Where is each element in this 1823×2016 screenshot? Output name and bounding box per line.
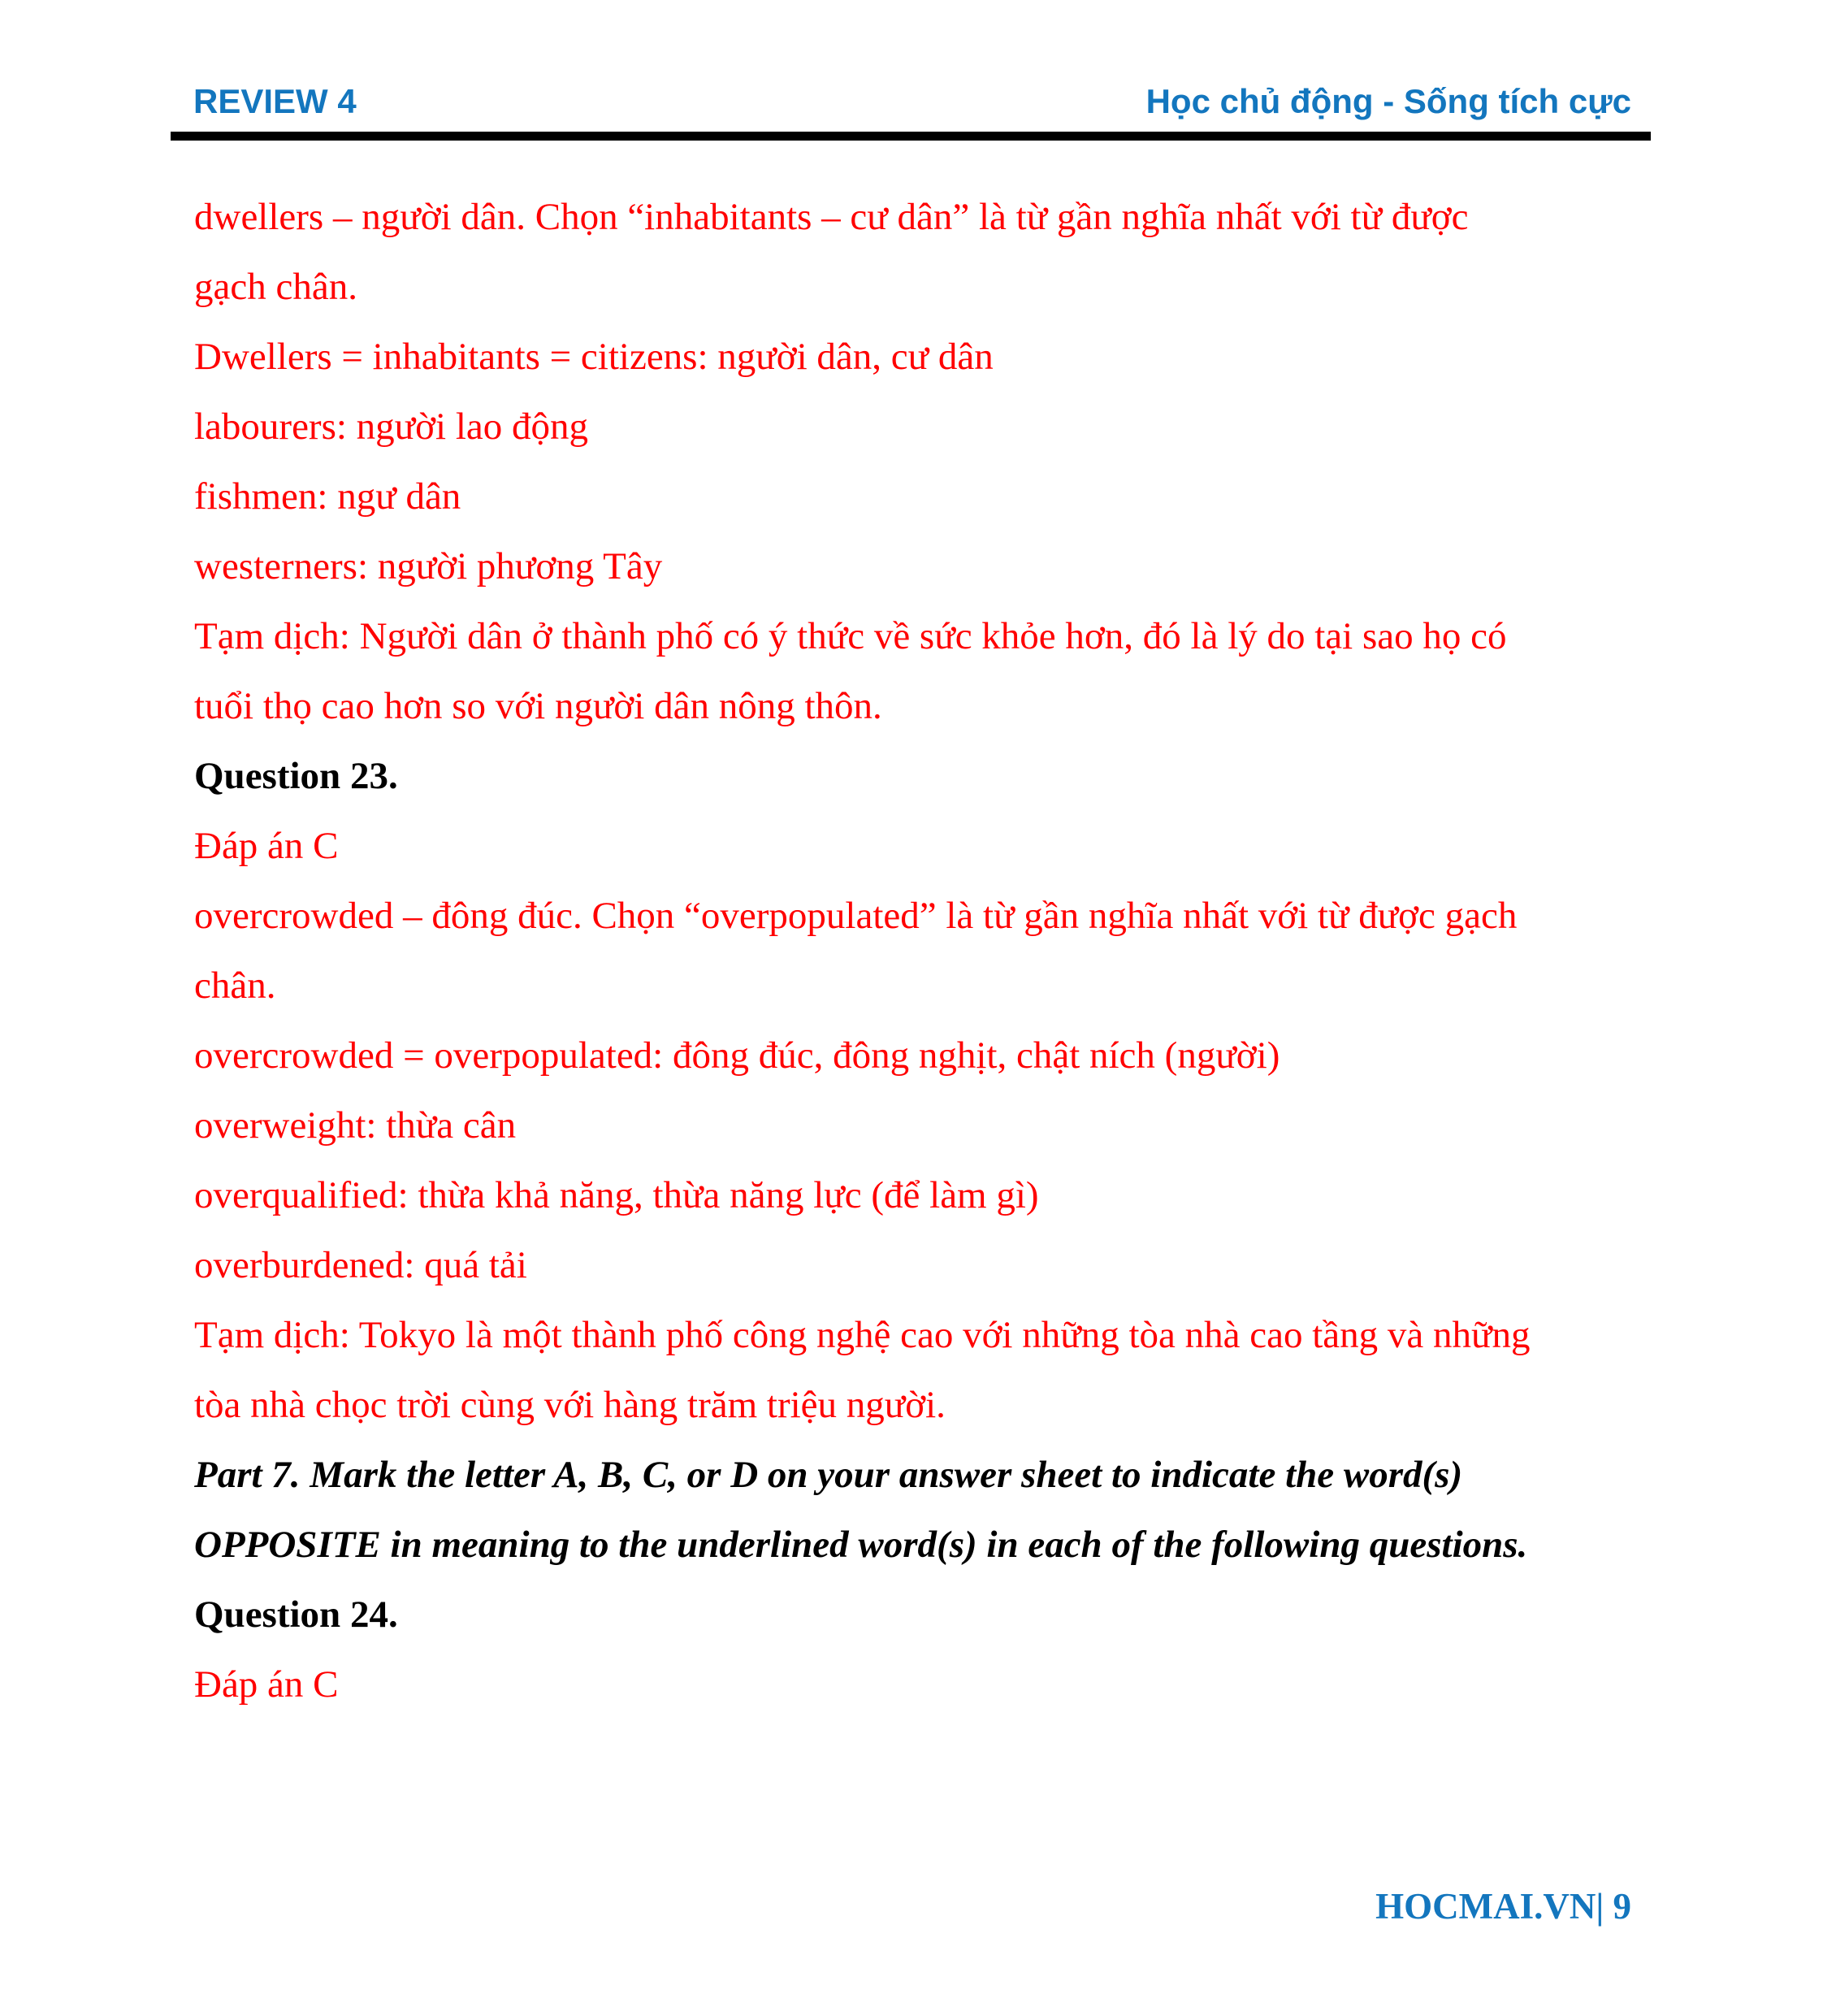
text-line: chân. [194,965,276,1007]
document-body [194,182,1666,1719]
text-line: gạch chân. [194,266,357,308]
text-line: overcrowded = overpopulated: đông đúc, đông nghịt, chật ních (người) [194,1034,1280,1077]
text-line: OPPOSITE in meaning to the underlined word(s) in each of the following questions. [194,1524,1528,1566]
text-line: labourers: người lao động [194,405,588,448]
text-line: Question 24. [194,1593,398,1636]
header-rule [171,132,1651,141]
text-line: Dwellers = inhabitants = citizens: người dân, cư dân [194,336,994,378]
text-line: Tạm dịch: Tokyo là một thành phố công nghệ cao với những tòa nhà cao tầng và những [194,1314,1531,1356]
text-line: tòa nhà chọc trời cùng với hàng trăm triệu người. [194,1384,946,1426]
text-line: overcrowded – đông đúc. Chọn “overpopulated” là từ gần nghĩa nhất với từ được gạch [194,895,1518,937]
page-header [193,81,1631,122]
text-line: dwellers – người dân. Chọn “inhabitants – cư dân” là từ gần nghĩa nhất với từ được [194,196,1469,238]
text-line: westerners: người phương Tây [194,545,663,587]
text-line: overqualified: thừa khả năng, thừa năng lực (để làm gì) [194,1174,1039,1216]
text-line: overburdened: quá tải [194,1244,527,1286]
text-line: Tạm dịch: Người dân ở thành phố có ý thức về sức khỏe hơn, đó là lý do tại sao họ có [194,615,1507,657]
text-line: Question 23. [194,755,398,797]
text-line: Đáp án C [194,1663,339,1706]
text-line: Đáp án C [194,825,339,867]
footer-page-label: HOCMAI.VN| 9 [1375,1886,1631,1927]
text-line: tuổi thọ cao hơn so với người dân nông thôn. [194,685,882,727]
header-review-title: REVIEW 4 [193,82,357,120]
header-motto: Học chủ động - Sống tích cực [1145,82,1631,120]
text-line: overweight: thừa cân [194,1104,517,1147]
text-line: fishmen: ngư dân [194,475,461,518]
text-line: Part 7. Mark the letter A, B, C, or D on your answer sheet to indicate the word(s) [194,1454,1463,1496]
